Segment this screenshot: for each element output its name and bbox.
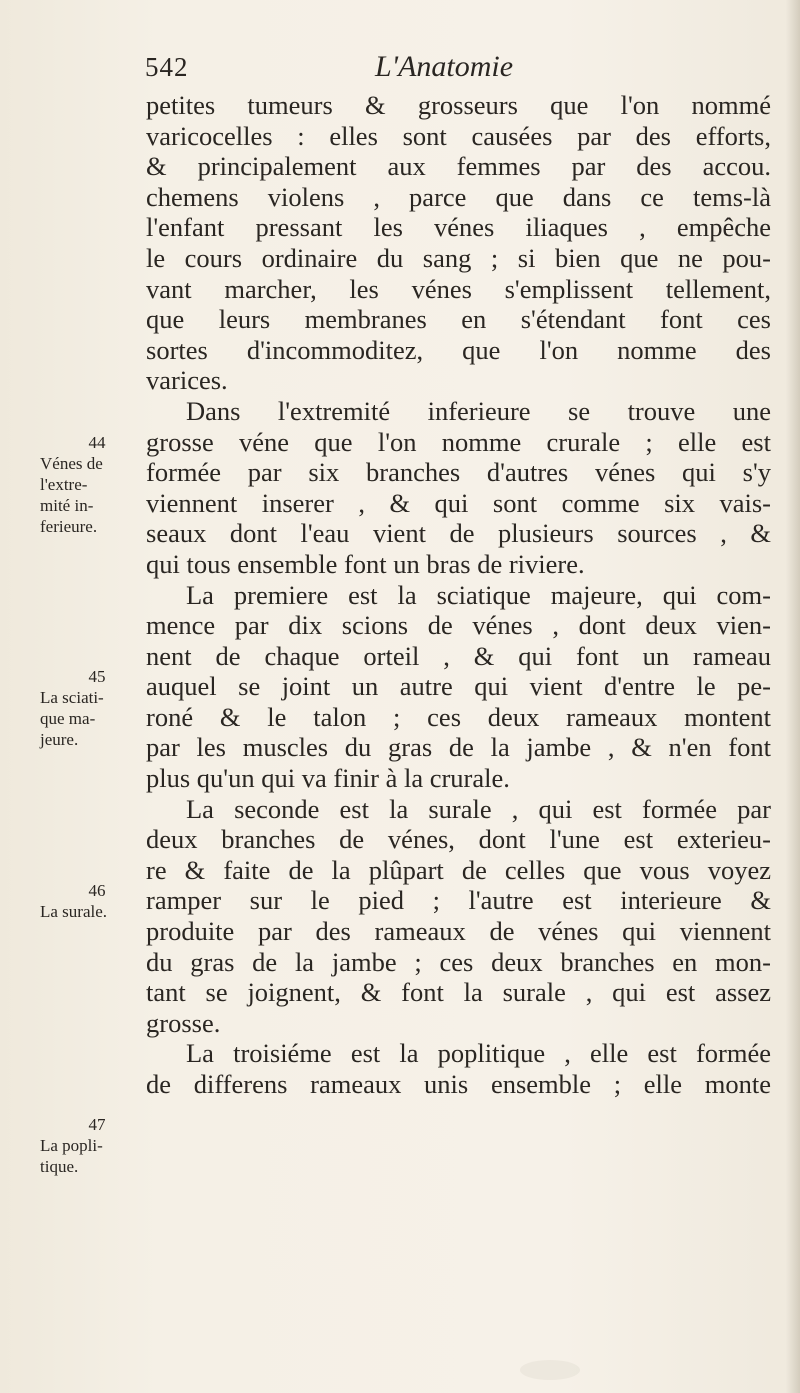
text-line: seaux dont l'eau vient de plusieurs sources , &: [146, 518, 771, 549]
margin-note-line: tique.: [40, 1157, 79, 1176]
margin-note-line: La surale.: [40, 902, 108, 921]
text-line: viennent inserer , & qui sont comme six vais-: [146, 487, 771, 518]
text-line: auquel se joint un autre qui vient d'entre le pe-: [146, 671, 771, 702]
margin-note-line: Vénes de: [40, 454, 103, 473]
running-title: L'Anatomie: [375, 50, 514, 83]
text-line: Dans l'extremité inferieure se trouve une: [186, 395, 771, 426]
margin-note-number: 44: [88, 433, 106, 452]
text-line: qui tous ensemble font un bras de riviere.: [146, 548, 585, 579]
text-line: roné & le talon ; ces deux rameaux montent: [146, 701, 771, 732]
text-line: varicocelles : elles sont causées par des efforts,: [146, 120, 771, 151]
text-line: mence par dix scions de vénes , dont deux vien-: [146, 610, 771, 641]
page-number: 542: [145, 52, 189, 82]
margin-note: [40, 432, 144, 537]
text-line: & principalement aux femmes par des accou.: [146, 151, 771, 182]
text-line: grosse.: [146, 1007, 221, 1038]
text-line: produite par des rameaux de vénes qui viennent: [146, 916, 771, 947]
text-line: de differens rameaux unis ensemble ; elle monte: [146, 1069, 771, 1099]
body-text: [146, 90, 771, 1100]
margin-note-number: 45: [88, 667, 106, 686]
text-line: que leurs membranes en s'étendant font ces: [146, 304, 771, 335]
text-line: vant marcher, les vénes s'emplissent tellement,: [146, 273, 771, 304]
text-line: le cours ordinaire du sang ; si bien que ne pou-: [146, 242, 771, 273]
text-line: plus qu'un qui va finir à la crurale.: [146, 763, 510, 794]
text-line: varices.: [146, 365, 228, 396]
margin-note-number: 47: [88, 1115, 106, 1134]
text-line: petites tumeurs & grosseurs que l'on nommé: [146, 90, 771, 120]
margin-note-line: mité in-: [40, 496, 94, 515]
text-line: La troisiéme est la poplitique , elle est formée: [186, 1038, 771, 1069]
text-line: ramper sur le pied ; l'autre est interieure &: [146, 885, 771, 916]
page-header: [145, 38, 785, 98]
text-line: chemens violens , parce que dans ce tems-là: [146, 181, 771, 212]
text-line: tant se joignent, & font la surale , qui est assez: [146, 977, 771, 1008]
text-line: nent de chaque orteil , & qui font un rameau: [146, 640, 771, 671]
margin-note: [40, 666, 144, 750]
margin-note-line: ferieure.: [40, 517, 98, 536]
text-line: sortes d'incommoditez, que l'on nomme des: [146, 334, 771, 365]
margin-note: [40, 1114, 144, 1177]
text-line: par les muscles du gras de la jambe , & n'en font: [146, 732, 771, 763]
text-line: formée par six branches d'autres vénes qui s'y: [146, 457, 771, 488]
text-line: re & faite de la plûpart de celles que vous voyez: [146, 854, 771, 885]
margin-note: [40, 880, 144, 922]
margin-note-line: que ma-: [40, 709, 96, 728]
text-line: La seconde est la surale , qui est formée par: [186, 793, 771, 824]
margin-note-line: jeure.: [40, 730, 79, 749]
margin-note-line: La sciati-: [40, 688, 104, 707]
page-edge-shadow: [786, 0, 800, 1393]
text-line: du gras de la jambe ; ces deux branches en mon-: [146, 946, 771, 977]
text-line: La premiere est la sciatique majeure, qui com-: [186, 579, 771, 610]
margin-note-line: l'extre-: [40, 475, 88, 494]
margin-note-line: La popli-: [40, 1136, 103, 1155]
paper-stain: [520, 1360, 580, 1380]
text-line: grosse véne que l'on nomme crurale ; elle est: [146, 426, 771, 457]
text-line: l'enfant pressant les vénes iliaques , empêche: [146, 212, 771, 243]
margin-note-number: 46: [88, 881, 106, 900]
text-line: deux branches de vénes, dont l'une est exterieu-: [146, 824, 771, 855]
